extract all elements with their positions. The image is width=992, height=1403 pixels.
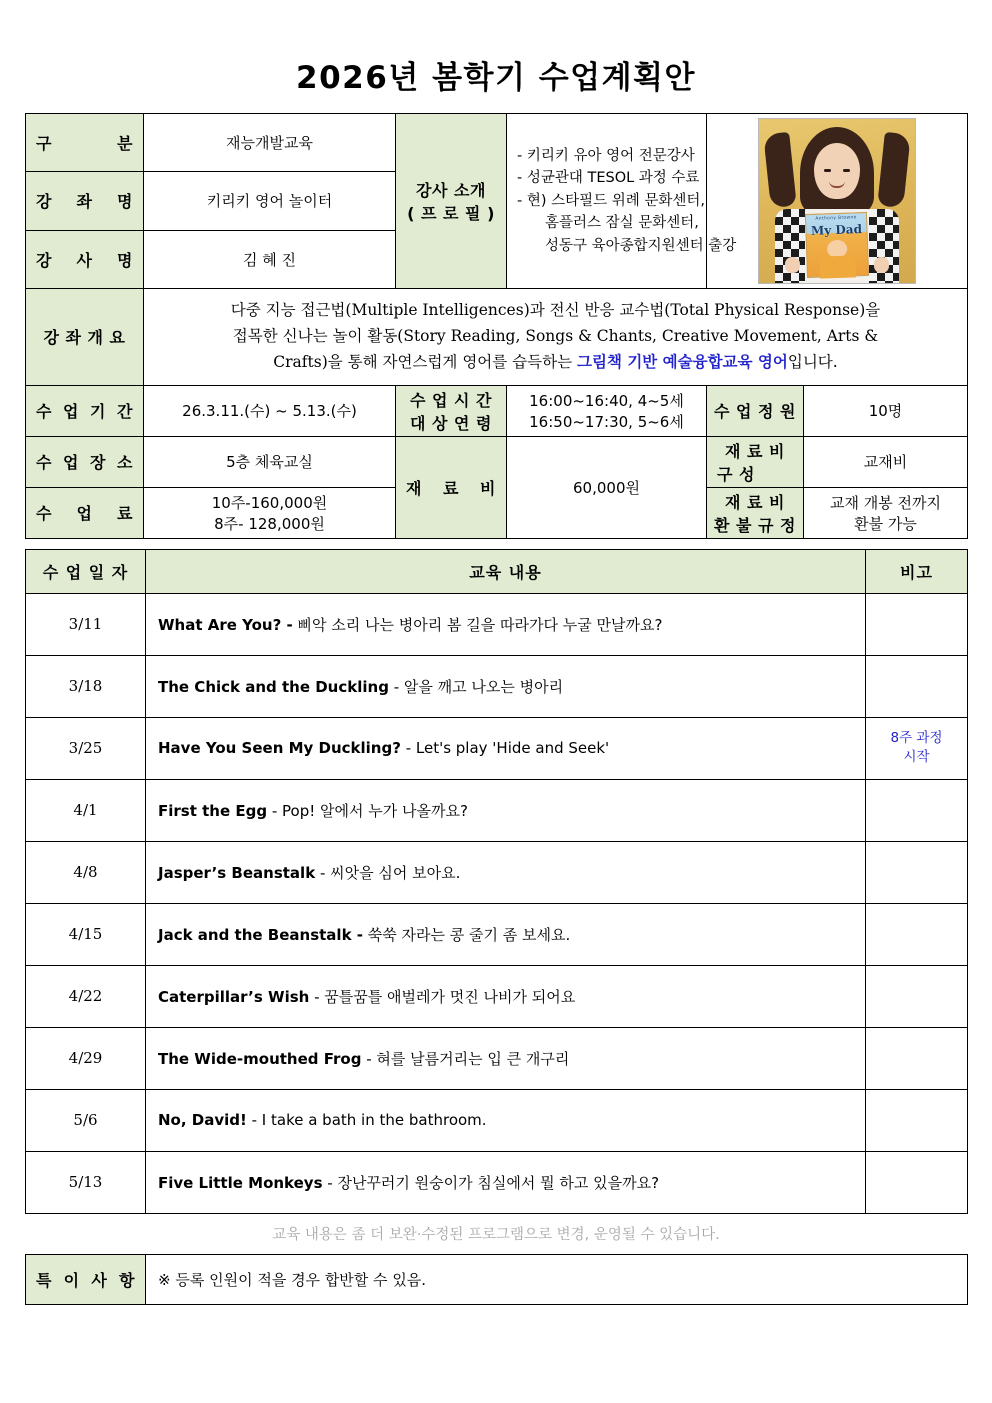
value-tuition-line1: 10주-160,000원 — [211, 493, 328, 512]
photo-hand-right — [874, 257, 889, 273]
profile-item: - 키리키 유아 영어 전문강사 — [517, 147, 695, 164]
label-place-part1: 수 — [36, 453, 52, 473]
value-material-refund — [804, 487, 968, 538]
schedule-date: 4/29 — [26, 1027, 146, 1089]
schedule-disclaimer: 교육 내용은 좀 더 보완·수정된 프로그램으로 변경, 운영될 수 있습니다. — [272, 1226, 720, 1243]
schedule-remark — [866, 1151, 968, 1213]
photo-hair-left — [763, 132, 797, 208]
overview-line3-post: 입니다. — [787, 353, 838, 372]
schedule-content — [146, 779, 866, 841]
value-course-overview — [144, 289, 968, 386]
table-row — [26, 1151, 968, 1213]
table-header-row — [26, 549, 968, 593]
photo-smile — [829, 181, 845, 188]
table-row — [26, 717, 968, 779]
label-capacity: 수 업 정 원 — [707, 385, 804, 436]
schedule-description: - Pop! 알에서 누가 나올까요? — [267, 801, 468, 820]
label-material-fee — [396, 436, 507, 538]
schedule-content — [146, 841, 866, 903]
remark-line2: 시작 — [903, 749, 930, 766]
value-refund-line2: 환불 가능 — [854, 514, 917, 533]
instructor-profile-text — [507, 114, 737, 289]
label-material-refund — [707, 487, 804, 538]
schedule-description: - I take a bath in the bathroom. — [246, 1111, 487, 1130]
overview-line1: 다중 지능 접근법(Multiple Intelligences)과 전신 반응 교수법(Total Physical Response)을 — [230, 301, 881, 319]
photo-hand-left — [785, 257, 800, 273]
table-row — [26, 1089, 968, 1151]
column-header-remark: 비고 — [866, 549, 968, 593]
schedule-date: 5/6 — [26, 1089, 146, 1151]
label-place-part2: 업 — [63, 453, 79, 473]
label-course-part3: 명 — [117, 192, 133, 212]
schedule-remark — [866, 841, 968, 903]
label-notes-part3: 사 — [91, 1270, 108, 1290]
table-row — [26, 289, 968, 386]
overview-line3-pre: Crafts)을 통해 자연스럽게 영어를 습득하는 — [273, 353, 577, 372]
table-row — [26, 655, 968, 717]
profile-item: 홈플러스 잠실 문화센터, — [545, 215, 699, 232]
schedule-description: - 혀를 날름거리는 입 큰 개구리 — [361, 1049, 570, 1068]
label-course-part1: 강 — [36, 192, 52, 212]
book-cover-body — [819, 255, 856, 278]
label-material-part2: 료 — [443, 478, 459, 498]
table-row — [26, 965, 968, 1027]
photo-eye-left — [824, 169, 831, 172]
label-material-comp-line1: 재 료 비 — [724, 441, 785, 461]
schedule-description: - 꿈틀꿈틀 애벌레가 멋진 나비가 되어요 — [309, 987, 576, 1006]
label-material-comp-line2 — [711, 462, 799, 485]
table-row — [26, 385, 968, 436]
label-material-part1: 재 — [406, 478, 422, 498]
schedule-description: - 장난꾸러기 원숭이가 침실에서 뭘 하고 있을까요? — [322, 1173, 660, 1192]
overview-line3 — [158, 349, 953, 376]
value-tuition-line2: 8주- 128,000원 — [214, 514, 325, 533]
label-place — [26, 436, 144, 487]
label-material-refund-line2: 환 불 규 정 — [713, 515, 797, 535]
label-course-name — [26, 172, 144, 230]
label-instructor-part3: 명 — [117, 250, 133, 270]
label-material-comp-text: 구 성 — [717, 464, 755, 484]
value-material-fee: 60,000원 — [507, 436, 707, 538]
overview-line2: 접목한 신나는 놀이 활동(Story Reading, Songs & Chants, Creative Movement, Arts & — [232, 326, 879, 345]
schedule-content — [146, 903, 866, 965]
schedule-date: 5/13 — [26, 1151, 146, 1213]
schedule-date: 4/22 — [26, 965, 146, 1027]
schedule-description: 쑥쑥 자라는 콩 줄기 좀 보세요. — [363, 925, 571, 944]
schedule-description: - 알을 깨고 나오는 병아리 — [388, 677, 564, 696]
label-material-composition — [707, 436, 804, 487]
schedule-content — [146, 593, 866, 655]
schedule-description: 삐악 소리 나는 병아리 봄 길을 따라가다 누굴 만날까요? — [292, 615, 663, 634]
overview-highlight: 그림책 기반 예술융합교육 영어 — [577, 352, 788, 372]
label-tuition-part3: 료 — [117, 504, 133, 524]
label-category — [26, 114, 144, 172]
table-row — [26, 903, 968, 965]
schedule-remark — [866, 655, 968, 717]
course-info-table — [25, 113, 968, 539]
value-refund-line1: 교재 개봉 전까지 — [830, 493, 941, 512]
schedule-content — [146, 1151, 866, 1213]
schedule-content — [146, 717, 866, 779]
label-place-part4: 소 — [117, 453, 133, 473]
label-instructor-part2: 사 — [76, 250, 93, 270]
schedule-content — [146, 965, 866, 1027]
schedule-description: - 씨앗을 심어 보아요. — [315, 863, 461, 882]
label-tuition-part2: 업 — [76, 504, 93, 524]
schedule-date: 3/11 — [26, 593, 146, 655]
label-period-part3: 기 — [90, 402, 106, 422]
column-header-content: 교육 내용 — [146, 549, 866, 593]
label-course-part2: 좌 — [76, 192, 93, 212]
value-place: 5층 체육교실 — [144, 436, 396, 487]
schedule-content — [146, 655, 866, 717]
schedule-book-title: Jasper’s Beanstalk — [158, 863, 316, 882]
table-row — [26, 1027, 968, 1089]
label-period-part2: 업 — [63, 402, 79, 422]
value-time-line1: 16:00~16:40, 4~5세 — [529, 391, 684, 410]
schedule-remark — [866, 1089, 968, 1151]
profile-item: - 성균관대 TESOL 과정 수료 — [517, 170, 700, 187]
profile-item: - 현) 스타필드 위례 문화센터, — [517, 192, 706, 209]
value-period: 26.3.11.(수) ~ 5.13.(수) — [144, 385, 396, 436]
label-target-age: 대 상 연 령 — [409, 413, 493, 433]
schedule-description: - Let's play 'Hide and Seek' — [400, 739, 610, 758]
special-notes-table — [25, 1254, 968, 1305]
table-row — [26, 779, 968, 841]
schedule-remark — [866, 779, 968, 841]
photo-face — [814, 143, 860, 199]
page-title: 2026년 봄학기 수업계획안 — [296, 60, 696, 96]
label-profile-line2: ( 프 로 필 ) — [407, 204, 495, 223]
table-row — [26, 436, 968, 487]
value-tuition — [144, 487, 396, 538]
value-special-notes: ※ 등록 인원이 적을 경우 합반할 수 있음. — [146, 1254, 968, 1304]
value-class-time-age — [507, 385, 707, 436]
schedule-book-title: The Chick and the Duckling — [158, 677, 389, 696]
schedule-book-title: First the Egg — [158, 801, 268, 820]
table-row — [26, 841, 968, 903]
label-material-refund-line1: 재 료 비 — [724, 492, 785, 512]
schedule-book-title: Have You Seen My Duckling? — [158, 739, 401, 758]
schedule-content — [146, 1089, 866, 1151]
schedule-book-title: What Are You? - — [158, 615, 293, 634]
schedule-date: 3/18 — [26, 655, 146, 717]
label-tuition — [26, 487, 144, 538]
table-row — [26, 1254, 968, 1304]
label-category-part2: 분 — [117, 134, 133, 154]
value-time-line2: 16:50~17:30, 5~6세 — [529, 412, 684, 431]
label-instructor-name — [26, 230, 144, 288]
photo-eye-right — [843, 169, 850, 172]
value-instructor-name: 김 혜 진 — [144, 230, 396, 288]
schedule-remark — [866, 717, 968, 779]
label-instructor-profile — [396, 114, 507, 289]
label-class-time-age — [396, 385, 507, 436]
schedule-book-title: No, David! — [158, 1111, 247, 1130]
schedule-date: 4/8 — [26, 841, 146, 903]
table-row — [26, 114, 968, 172]
schedule-remark — [866, 903, 968, 965]
photo-picture-book — [805, 212, 869, 278]
schedule-book-title: Jack and the Beanstalk - — [158, 925, 363, 944]
label-notes-part2: 이 — [63, 1270, 80, 1290]
schedule-date: 4/1 — [26, 779, 146, 841]
value-capacity: 10명 — [804, 385, 968, 436]
label-material-part3: 비 — [480, 478, 496, 498]
remark-line1: 8주 과정 — [890, 729, 943, 746]
label-tuition-part1: 수 — [36, 504, 52, 524]
label-period-part1: 수 — [36, 402, 52, 422]
label-instructor-part1: 강 — [36, 250, 52, 270]
schedule-remark — [866, 965, 968, 1027]
schedule-date: 4/15 — [26, 903, 146, 965]
value-material-composition: 교재비 — [804, 436, 968, 487]
schedule-book-title: Five Little Monkeys — [158, 1173, 323, 1192]
class-schedule-table — [25, 549, 968, 1214]
book-title-text: My Dad — [810, 222, 863, 238]
label-period-part4: 간 — [117, 402, 133, 422]
label-notes-part1: 특 — [36, 1270, 52, 1290]
schedule-remark — [866, 593, 968, 655]
instructor-photo — [707, 114, 968, 289]
label-notes-part4: 항 — [119, 1270, 135, 1290]
label-period — [26, 385, 144, 436]
book-author-text: Anthony Browne — [815, 215, 857, 222]
schedule-book-title: The Wide-mouthed Frog — [158, 1049, 362, 1068]
schedule-date: 3/25 — [26, 717, 146, 779]
value-course-name: 키리키 영어 놀이터 — [144, 172, 396, 230]
table-row — [26, 593, 968, 655]
schedule-book-title: Caterpillar’s Wish — [158, 987, 310, 1006]
label-category-part1: 구 — [36, 134, 52, 154]
value-category: 재능개발교육 — [144, 114, 396, 172]
schedule-remark — [866, 1027, 968, 1089]
column-header-date: 수 업 일 자 — [26, 549, 146, 593]
label-special-notes — [26, 1254, 146, 1304]
photo-hair-right — [877, 132, 911, 208]
label-place-part3: 장 — [90, 453, 106, 473]
label-course-overview: 강 좌 개 요 — [26, 289, 144, 386]
label-class-time: 수 업 시 간 — [409, 390, 493, 410]
schedule-content — [146, 1027, 866, 1089]
instructor-photo-frame — [758, 118, 916, 284]
profile-item: 성동구 육아종합지원센터 출강 — [545, 237, 737, 254]
label-profile-line1: 강사 소개 — [416, 181, 486, 200]
